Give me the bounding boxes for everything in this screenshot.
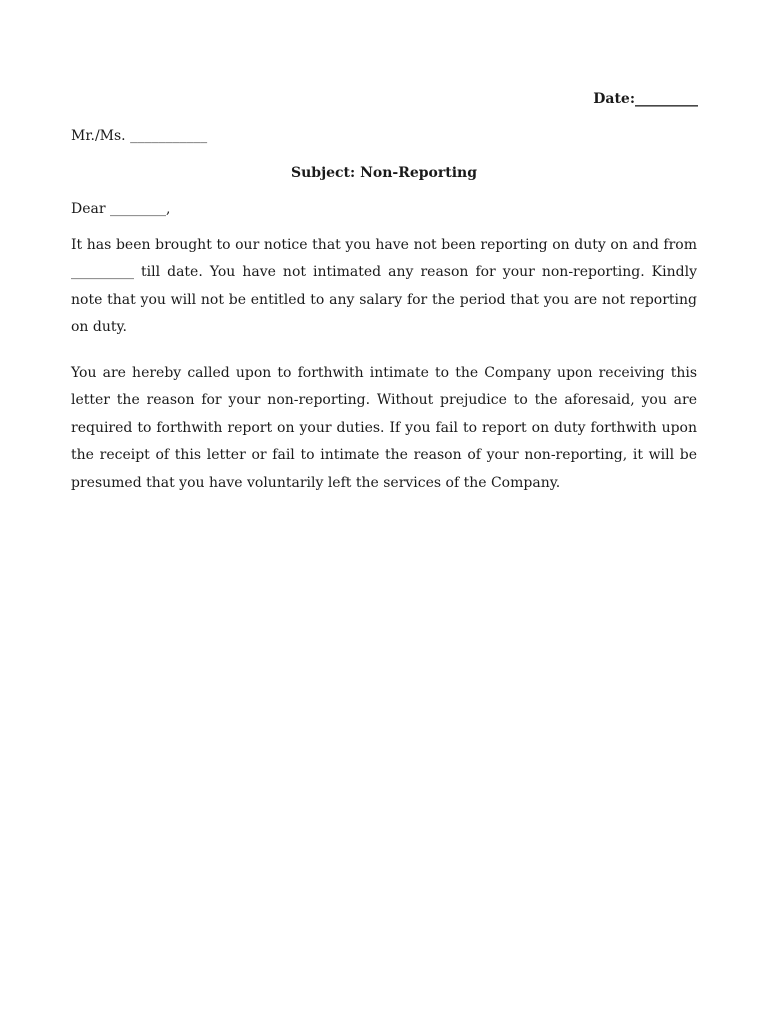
body-paragraph-1: It has been brought to our notice that you have not been reporting on duty on and from _________ till date. You have not intimated any reason for your non-reporting. Kindly note that you will not be entitled to any salary for the period that you are not reporting on duty. xyxy=(71,237,697,336)
salutation: Dear ________, xyxy=(71,201,171,217)
date-line: Date:_________ xyxy=(593,91,698,107)
recipient-line: Mr./Ms. ___________ xyxy=(71,128,208,144)
subject-heading: Subject: Non-Reporting xyxy=(290,165,477,181)
body-paragraph-2: You are hereby called upon to forthwith intimate to the Company upon receiving this letter the reason for your non-reporting. Without prejudice to the aforesaid, you are required to forthwith report on your duties. If you fail to report on duty forthwith upon the receipt of this letter or fail to intimate the reason of your non-reporting, it will be presumed that you have voluntarily left the services of the Company. xyxy=(71,365,697,491)
